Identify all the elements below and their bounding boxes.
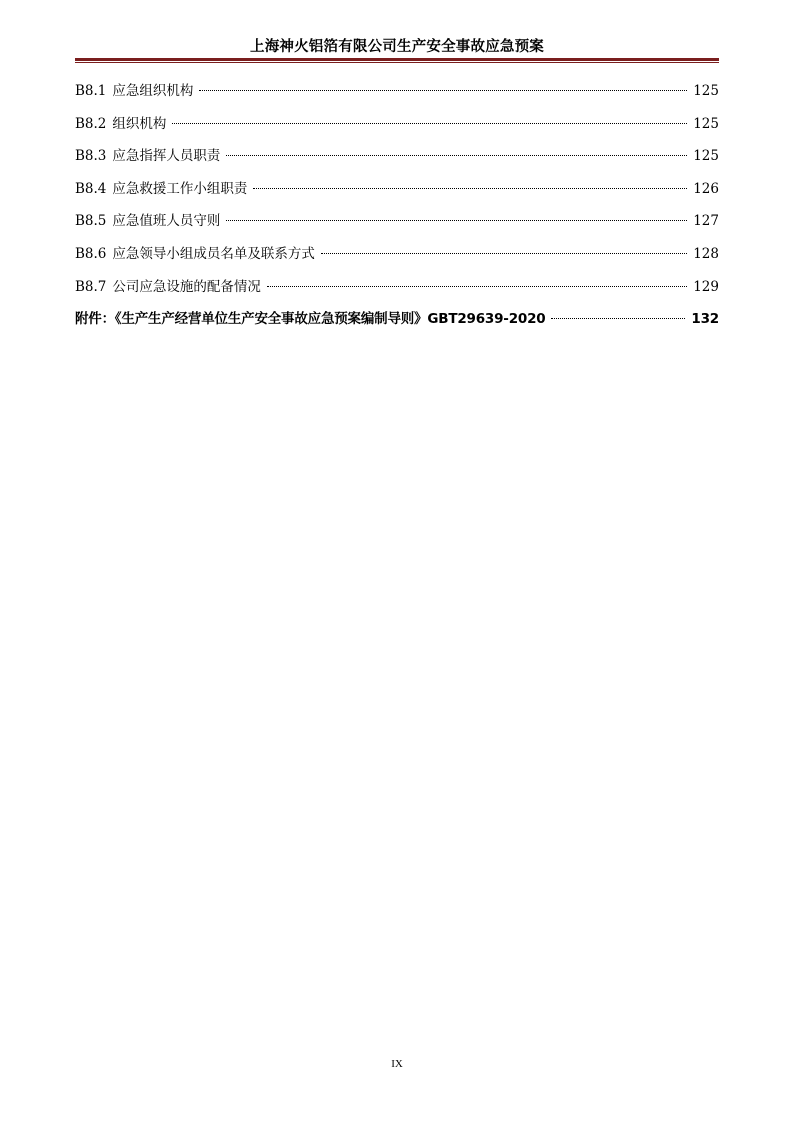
header-rule [75,58,719,63]
toc-entry-number: B8.2 [75,115,107,132]
toc-entry-number: B8.6 [75,245,107,262]
toc-entry-title: 应急领导小组成员名单及联系方式 [112,245,315,262]
toc-dot-leader [172,123,687,124]
toc-entry-number: B8.5 [75,213,107,230]
table-of-contents [75,78,719,339]
toc-entry-page: 129 [693,278,719,295]
header-rule-thick [75,58,719,61]
toc-appendix-page: 132 [691,311,719,328]
toc-entry-appendix[interactable] [75,306,719,339]
toc-appendix-title: 附件：《生产生产经营单位生产安全事故应急预案编制导则》GBT29639-2020 [75,311,546,328]
toc-dot-leader [226,155,687,156]
toc-entry-page: 126 [693,180,719,197]
toc-dot-leader [199,90,687,91]
toc-entry-b8-1[interactable] [75,78,719,111]
toc-dot-leader [321,253,687,254]
toc-entry-page: 127 [693,213,719,230]
toc-entry-b8-7[interactable] [75,274,719,307]
toc-entry-b8-3[interactable] [75,143,719,176]
toc-entry-page: 128 [693,245,719,262]
toc-entry-b8-5[interactable] [75,208,719,241]
toc-entry-b8-6[interactable] [75,241,719,274]
toc-dot-leader [267,286,687,287]
toc-entry-title: 应急值班人员守则 [112,213,221,230]
toc-entry-b8-2[interactable] [75,111,719,144]
toc-entry-page: 125 [693,148,719,165]
toc-dot-leader [226,220,687,221]
toc-entry-title: 公司应急设施的配备情况 [112,278,261,295]
toc-entry-title: 应急组织机构 [112,83,194,99]
toc-entry-b8-4[interactable] [75,176,719,209]
page-number-footer: IX [391,1058,403,1070]
toc-entry-page: 125 [693,83,719,99]
toc-entry-title: 应急指挥人员职责 [112,148,221,165]
toc-entry-number: B8.7 [75,278,107,295]
toc-entry-title: 组织机构 [112,115,167,132]
page-header-title: 上海神火铝箔有限公司生产安全事故应急预案 [250,39,544,55]
toc-entry-title: 应急救援工作小组职责 [112,180,248,197]
toc-entry-number: B8.1 [75,83,107,99]
toc-entry-number: B8.3 [75,148,107,165]
toc-dot-leader [551,318,685,319]
header-rule-thin [75,62,719,63]
toc-entry-number: B8.4 [75,180,107,197]
toc-entry-page: 125 [693,115,719,132]
toc-dot-leader [253,188,687,189]
